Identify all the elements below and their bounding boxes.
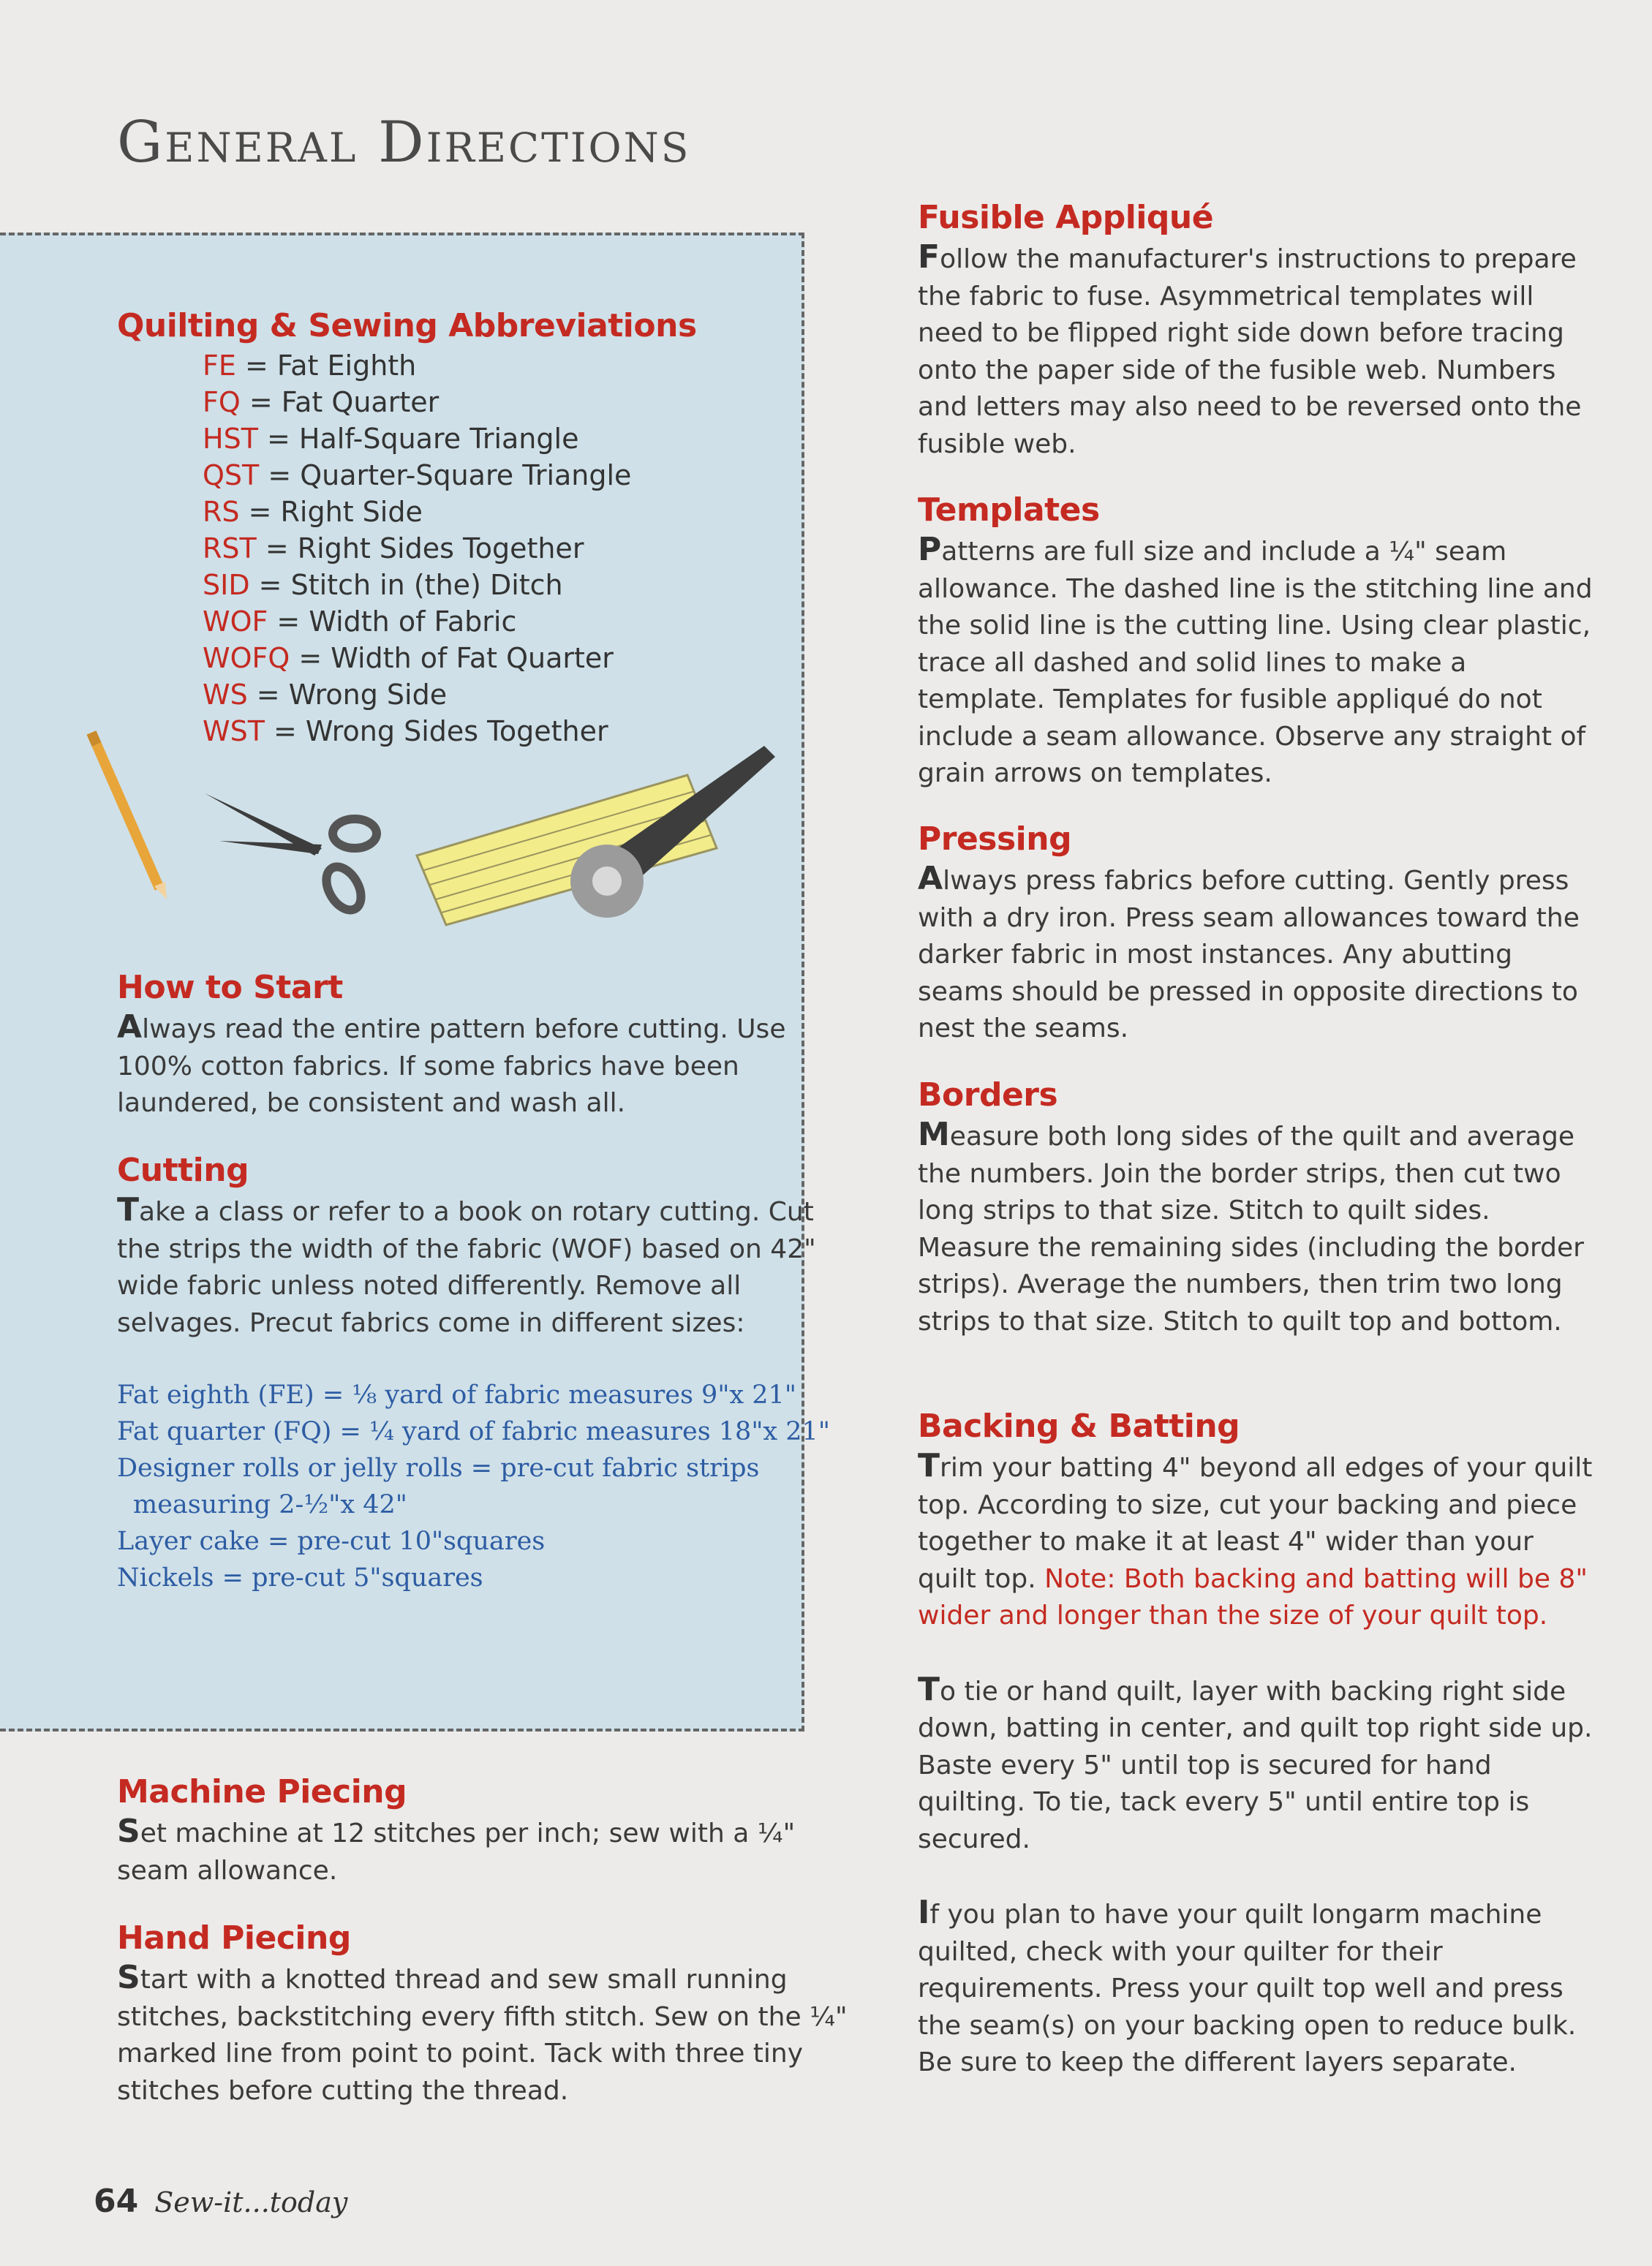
abbreviation-code: WS xyxy=(203,679,248,711)
backing-text-2 xyxy=(918,1672,1598,1859)
abbreviation-meaning: = Wrong Side xyxy=(247,679,448,711)
abbreviation-item xyxy=(203,420,863,457)
pressing-text xyxy=(918,861,1598,1048)
fusible-applique-heading: Fusible Appliqué xyxy=(918,199,1214,236)
fabric-strip-icon xyxy=(417,775,717,925)
backing-text-1 xyxy=(918,1448,1598,1635)
hand-piecing-text xyxy=(117,1960,863,2110)
paragraph-text: ake a class or refer to a book on rotary cutting. Cut the strips the width of the fabric (WOF) based on 42" wide fabric unless noted differently. Remove all selvages. Precut fabrics come in different sizes: xyxy=(117,1197,816,1338)
fusible-applique-text xyxy=(918,239,1598,463)
precut-sizes-list xyxy=(117,1377,863,1596)
abbreviation-meaning: = Width of Fat Quarter xyxy=(290,642,614,674)
abbreviation-code: FQ xyxy=(203,386,241,418)
borders-section xyxy=(918,1076,1598,1340)
how-to-start-section xyxy=(117,969,863,1122)
abbreviation-meaning: = Wrong Sides Together xyxy=(264,715,608,747)
machine-piecing-text xyxy=(117,1813,863,1889)
paragraph-text: rim your batting 4" beyond all edges of your quilt top. According to size, cut your backing and piece together to make it at least 4" wider than your quilt top. xyxy=(918,1453,1593,1594)
abbreviation-meaning: = Right Sides Together xyxy=(256,532,584,564)
dropcap: P xyxy=(918,531,942,568)
abbreviation-item xyxy=(203,347,863,384)
abbreviation-item xyxy=(203,640,863,676)
abbreviations-list xyxy=(203,347,863,749)
abbreviation-code: HST xyxy=(203,423,258,455)
paragraph-text: ollow the manufacturer's instructions to prepare the fabric to fuse. Asymmetrical templates will need to be flipped right side down before tracing onto the paper side of the fusible web. Numbers and letters may also need to be reversed onto the fusible web. xyxy=(918,244,1582,459)
templates-section xyxy=(918,491,1598,793)
abbreviation-item xyxy=(203,530,863,567)
backing-note: Note: Both backing and batting will be 8" wider and longer than the size of your quilt top. xyxy=(918,1563,1588,1631)
abbreviation-item xyxy=(203,676,863,713)
how-to-start-heading: How to Start xyxy=(117,969,343,1006)
dropcap: A xyxy=(117,1008,143,1046)
abbreviation-code: QST xyxy=(203,459,260,491)
page-title: General Directions xyxy=(117,110,691,175)
sewing-tools-illustration xyxy=(80,724,775,943)
paragraph-text: o tie or hand quilt, layer with backing right side down, batting in center, and quilt top right side up. Baste every 5" until top is secured for hand quilting. To tie, tack every 5" until entire top is secured. xyxy=(918,1676,1593,1854)
dropcap: S xyxy=(117,1959,140,1996)
abbreviation-code: FE xyxy=(203,350,236,382)
paragraph-text: f you plan to have your quilt longarm machine quilted, check with your quilter for their requirements. Press your quilt top well and press the seam(s) on your backing open to reduce bulk. Be sure to keep the different layers separate. xyxy=(918,1900,1577,2077)
abbreviation-meaning: = Width of Fabric xyxy=(268,605,517,638)
dropcap: M xyxy=(918,1116,950,1153)
abbreviations-section xyxy=(117,307,863,749)
paragraph-text: easure both long sides of the quilt and average the numbers. Join the border strips, then cut two long strips to that size. Stitch to quilt sides. Measure the remaining sides (including the border strips). Average the numbers, then trim two long strips to that size. Stitch to quilt top and bottom. xyxy=(918,1122,1584,1337)
abbreviation-meaning: = Fat Eighth xyxy=(235,350,417,382)
scissors-icon xyxy=(205,793,377,916)
abbreviation-code: WOFQ xyxy=(203,642,290,674)
paragraph-text: lways press fabrics before cutting. Gently press with a dry iron. Press seam allowances toward the darker fabric in most instances. Any abutting seams should be pressed in opposite directions to nest the seams. xyxy=(918,866,1580,1043)
abbreviation-meaning: = Fat Quarter xyxy=(240,386,440,418)
dropcap: F xyxy=(918,238,940,276)
templates-heading: Templates xyxy=(918,491,1100,529)
templates-text xyxy=(918,532,1598,793)
abbreviation-meaning: = Half-Square Triangle xyxy=(257,423,579,455)
abbreviation-code: WOF xyxy=(203,605,268,638)
abbreviation-item xyxy=(203,494,863,530)
cutting-heading: Cutting xyxy=(117,1152,249,1189)
abbreviation-meaning: = Right Side xyxy=(239,496,423,528)
dropcap: T xyxy=(117,1191,140,1228)
abbreviation-item xyxy=(203,457,863,494)
abbreviation-meaning: = Stitch in (the) Ditch xyxy=(249,569,563,601)
dropcap: T xyxy=(918,1670,940,1708)
hand-piecing-heading: Hand Piecing xyxy=(117,1919,351,1957)
precut-size-item: Fat eighth (FE) = ⅛ yard of fabric measures 9"x 21" xyxy=(117,1381,796,1410)
page-number: 64 xyxy=(94,2183,139,2220)
abbreviation-item xyxy=(203,384,863,420)
precut-size-item: Designer rolls or jelly rolls = pre-cut fabric strips xyxy=(117,1454,760,1483)
pressing-section xyxy=(918,820,1598,1048)
abbreviation-item xyxy=(203,567,863,603)
dropcap: A xyxy=(918,860,943,897)
precut-size-item: Layer cake = pre-cut 10"squares xyxy=(117,1527,546,1556)
abbreviation-code: RST xyxy=(203,532,257,564)
abbreviation-code: SID xyxy=(203,569,250,601)
hand-piecing-section xyxy=(117,1919,863,2110)
paragraph-text: tart with a knotted thread and sew small running stitches, backstitching every fifth stitch. Sew on the ¼" marked line from point to point. Tack with three tiny stitches before cutting the thread. xyxy=(117,1965,848,2106)
abbreviation-item xyxy=(203,603,863,640)
cutting-text xyxy=(117,1192,863,1342)
abbreviations-heading: Quilting & Sewing Abbreviations xyxy=(117,307,697,344)
fusible-applique-section xyxy=(918,199,1598,463)
backing-batting-heading: Backing & Batting xyxy=(918,1408,1240,1445)
abbreviation-code: WST xyxy=(203,715,265,747)
backing-batting-section xyxy=(918,1408,1598,2082)
dropcap: I xyxy=(918,1894,930,1931)
borders-heading: Borders xyxy=(918,1076,1058,1114)
paragraph-text: lways read the entire pattern before cutting. Use 100% cotton fabrics. If some fabrics have been laundered, be consistent and wash all. xyxy=(117,1014,786,1118)
borders-text xyxy=(918,1117,1598,1340)
machine-piecing-heading: Machine Piecing xyxy=(117,1773,407,1810)
backing-text-3 xyxy=(918,1895,1598,2082)
abbreviation-meaning: = Quarter-Square Triangle xyxy=(259,459,632,491)
dropcap: T xyxy=(918,1447,940,1484)
pressing-heading: Pressing xyxy=(918,820,1072,858)
precut-size-item: measuring 2-½"x 42" xyxy=(133,1490,407,1519)
paragraph-text: et machine at 12 stitches per inch; sew with a ¼" seam allowance. xyxy=(117,1819,796,1886)
magazine-name: Sew-it...today xyxy=(154,2186,348,2218)
machine-piecing-section xyxy=(117,1773,863,1889)
dropcap: S xyxy=(117,1813,140,1850)
pencil-icon xyxy=(91,733,167,899)
precut-size-item: Nickels = pre-cut 5"squares xyxy=(117,1563,483,1593)
precut-size-item: Fat quarter (FQ) = ¼ yard of fabric measures 18"x 21" xyxy=(117,1417,830,1446)
how-to-start-text xyxy=(117,1009,863,1122)
page-footer xyxy=(94,2183,347,2220)
abbreviation-code: RS xyxy=(203,496,240,528)
cutting-section xyxy=(117,1152,863,1596)
paragraph-text: atterns are full size and include a ¼" seam allowance. The dashed line is the stitching line and the solid line is the cutting line. Using clear plastic, trace all dashed and solid lines to make a template. Templates for fusible appliqué do not include a seam allowance. Observe any straight of grain arrows on templates. xyxy=(918,537,1593,788)
